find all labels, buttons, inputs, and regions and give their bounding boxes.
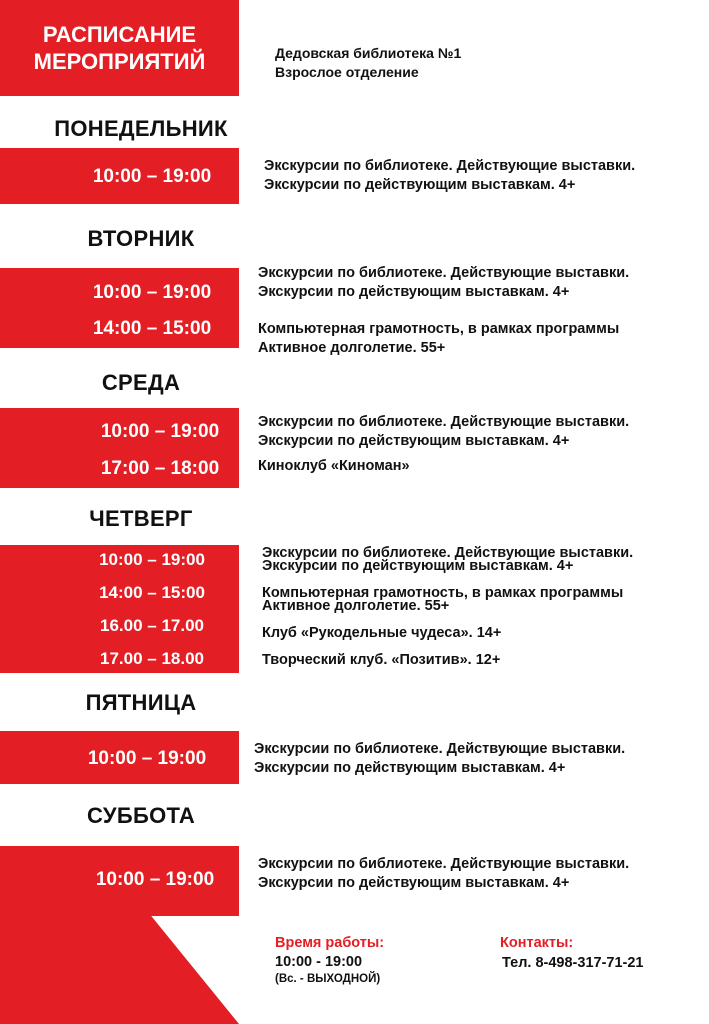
event-line: Клуб «Рукодельные чудеса». 14+	[262, 625, 502, 641]
schedule-title	[0, 0, 239, 96]
event-line: Экскурсии по библиотеке. Действующие выставки.	[262, 545, 634, 561]
time-slot: 16.00 – 17.00	[100, 616, 204, 635]
time-slot: 10:00 – 19:00	[99, 550, 205, 569]
time-slot: 17:00 – 18:00	[100, 458, 220, 479]
title-line-2: МЕРОПРИЯТИЙ	[33, 49, 206, 74]
day-heading-saturday: СУББОТА	[86, 803, 196, 828]
working-hours-label: Время работы:	[275, 935, 385, 951]
time-slot: 10:00 – 19:00	[100, 421, 220, 442]
event-line: Активное долголетие. 55+	[258, 340, 446, 356]
time-slot: 14:00 – 15:00	[99, 583, 205, 602]
event-line: Экскурсии по библиотеке. Действующие выставки.	[258, 856, 630, 872]
event-description	[254, 740, 625, 778]
working-hours-value: 10:00 - 19:00	[275, 954, 363, 970]
event-description	[258, 457, 410, 476]
event-line: Экскурсии по библиотеке. Действующие выставки.	[258, 414, 630, 430]
event-line: Экскурсии по действующим выставкам. 4+	[258, 433, 570, 449]
event-line: Экскурсии по библиотеке. Действующие выставки.	[258, 265, 630, 281]
contacts-phone: Тел. 8-498-317-71-21	[502, 955, 644, 971]
event-line: Экскурсии по действующим выставкам. 4+	[258, 284, 570, 300]
contacts-label: Контакты:	[500, 935, 574, 951]
event-line: Компьютерная грамотность, в рамках программы	[262, 585, 624, 601]
event-line: Экскурсии по действующим выставкам. 4+	[258, 875, 570, 891]
title-line-1: РАСПИСАНИЕ	[42, 22, 197, 47]
event-description	[262, 624, 501, 643]
event-line: Экскурсии по действующим выставкам. 4+	[264, 177, 576, 193]
time-slot: 10:00 – 19:00	[92, 166, 212, 187]
event-line: Экскурсии по действующим выставкам. 4+	[262, 558, 574, 574]
time-slot: 10:00 – 19:00	[92, 282, 212, 303]
event-description	[264, 157, 635, 195]
day-heading-monday: ПОНЕДЕЛЬНИК	[54, 116, 228, 141]
event-line: Активное долголетие. 55+	[262, 598, 450, 614]
event-line: Творческий клуб. «Позитив». 12+	[262, 652, 501, 668]
time-slot: 17.00 – 18.00	[100, 649, 204, 668]
day-heading-tuesday: ВТОРНИК	[87, 226, 195, 251]
library-line-1: Дедовская библиотека №1	[275, 45, 462, 61]
library-name	[275, 44, 461, 82]
time-slot: 14:00 – 15:00	[92, 318, 212, 339]
event-description	[262, 651, 500, 670]
event-description	[258, 413, 629, 451]
event-line: Экскурсии по библиотеке. Действующие выставки.	[264, 158, 636, 174]
time-slot: 10:00 – 19:00	[95, 869, 215, 890]
day-heading-wednesday: СРЕДА	[101, 370, 181, 395]
event-description	[262, 547, 633, 573]
decorative-corner	[0, 912, 240, 1024]
time-slot: 10:00 – 19:00	[87, 748, 207, 769]
day-heading-friday: ПЯТНИЦА	[85, 690, 197, 715]
event-description	[258, 855, 629, 893]
event-line: Компьютерная грамотность, в рамках программы	[258, 321, 620, 337]
event-line: Киноклуб «Киноман»	[258, 458, 410, 474]
event-description	[262, 587, 623, 613]
event-description	[258, 264, 629, 302]
event-line: Экскурсии по действующим выставкам. 4+	[254, 760, 566, 776]
event-line: Экскурсии по библиотеке. Действующие выставки.	[254, 741, 626, 757]
day-heading-thursday: ЧЕТВЕРГ	[89, 506, 193, 531]
library-department: Взрослое отделение	[275, 64, 419, 80]
working-hours-note: (Вс. - ВЫХОДНОЙ)	[275, 973, 381, 985]
event-description	[258, 320, 619, 358]
